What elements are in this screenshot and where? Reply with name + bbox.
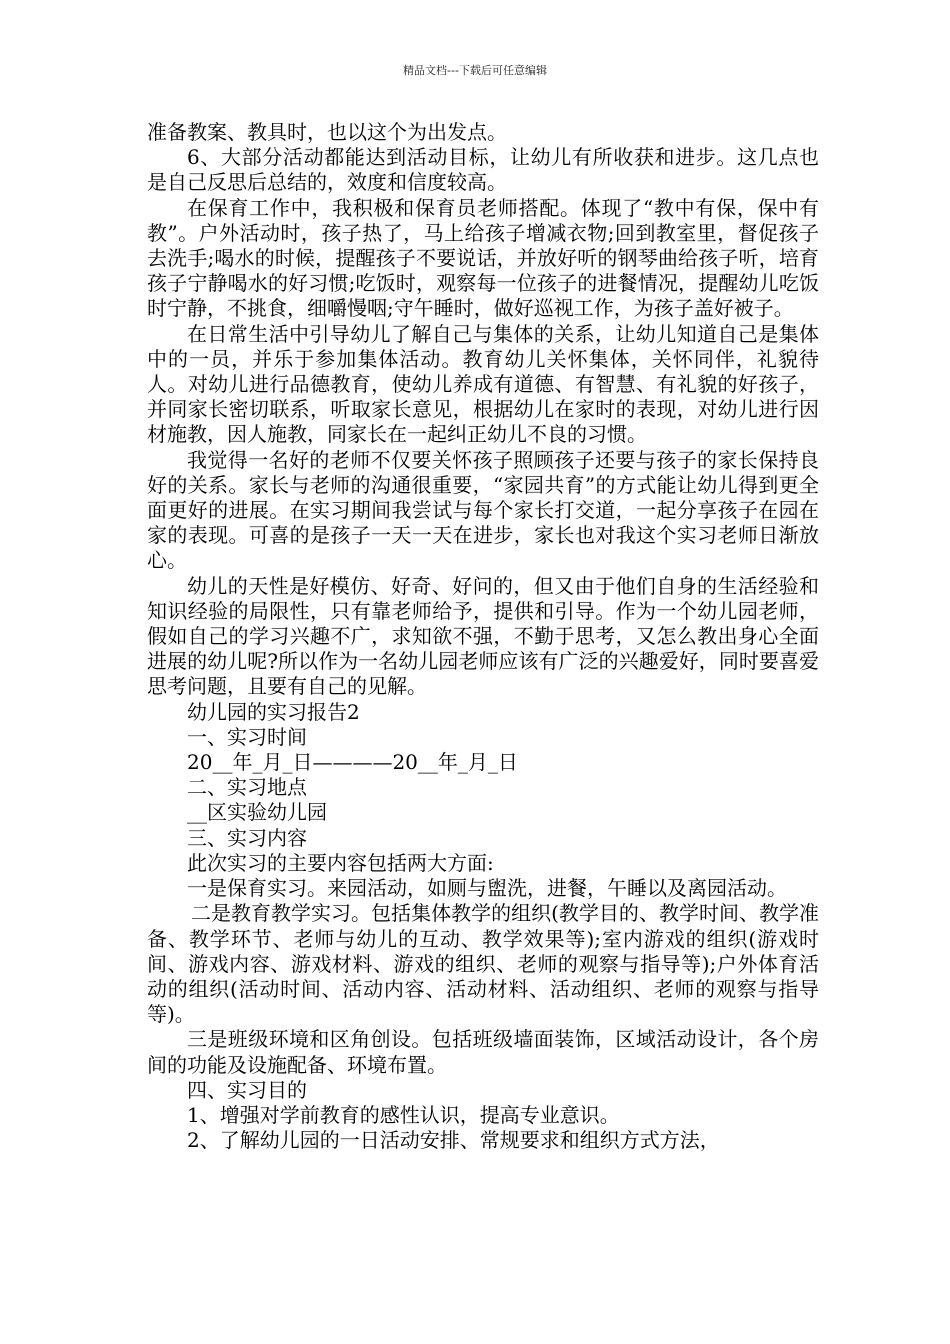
section-heading-content: 三、实习内容 [187, 825, 307, 850]
paragraph-care-work: 在保育工作中，我积极和保育员老师搭配。体现了“教中有保，保中有教”。户外活动时，孩子热了，马上给孩子增减衣物;回到教室里，督促孩子去洗手;喝水的时候，提醒孩子不要说话，并放好听的钢琴曲给孩子听，培育孩子宁静喝水的好习惯;吃饭时，观察每一位孩子的进餐情况，提醒幼儿吃饭时宁静，不挑食，细嚼慢咽;守午睡时，做好巡视工作，为孩子盖好被子。 [147, 195, 819, 321]
section-heading-time: 一、实习时间 [187, 724, 307, 749]
paragraph-child-nature: 幼儿的天性是好模仿、好奇、好问的，但又由于他们自身的生活经验和知识经验的局限性，只有靠老师给予，提供和引导。作为一个幼儿园老师，假如自己的学习兴趣不广，求知欲不强，不勤于思考，又怎么教出身心全面进展的幼儿呢?所以作为一名幼儿园老师应该有广泛的兴趣爱好，同时要喜爱思考问题，且要有自己的见解。 [147, 573, 819, 699]
paragraph-good-teacher: 我觉得一名好的老师不仅要关怀孩子照顾孩子还要与孩子的家长保持良好的关系。家长与老师的沟通很重要，“家园共育”的方式能让幼儿得到更全面更好的进展。在实习期间我尝试与每个家长打交道，一起分享孩子在园在家的表现。可喜的是孩子一天一天在进步，家长也对我这个实习老师日渐放心。 [147, 447, 819, 573]
content-intro: 此次实习的主要内容包括两大方面: [187, 850, 494, 875]
paragraph-daily-life: 在日常生活中引导幼儿了解自己与集体的关系，让幼儿知道自己是集体中的一员，并乐于参加集体活动。教育幼儿关怀集体，关怀同伴，礼貌待人。对幼儿进行品德教育，使幼儿养成有道德、有智慧、有礼貌的好孩子，并同家长密切联系，听取家长意见，根据幼儿在家时的表现，对幼儿进行因材施教，因人施教，同家长在一起纠正幼儿不良的习惯。 [147, 321, 819, 447]
section-heading-purpose: 四、实习目的 [187, 1077, 307, 1102]
section-heading-place: 二、实习地点 [187, 775, 307, 800]
report-title: 幼儿园的实习报告2 [187, 699, 360, 724]
purpose-item-1: 1、增强对学前教育的感性认识，提高专业意识。 [187, 1102, 620, 1127]
content-item-1: 一是保育实习。来园活动，如厕与盥洗，进餐，午睡以及离园活动。 [187, 876, 787, 901]
purpose-item-2: 2、了解幼儿园的一日活动安排、常规要求和组织方式方法， [187, 1128, 720, 1153]
internship-location: __区实验幼儿园 [187, 800, 327, 825]
content-item-2: 二是教育教学实习。包括集体教学的组织(教学目的、教学时间、教学准备、教学环节、老师与幼儿的互动、教学效果等);室内游戏的组织(游戏时间、游戏内容、游戏材料、游戏的组织、老师的观察与指导等);户外体育活动的组织(活动时间、活动内容、活动材料、活动组织、老师的观察与指导等)。 [147, 901, 819, 1027]
paragraph-continued: 准备教案、教具时，也以这个为出发点。 [147, 120, 507, 144]
page-header: 精品文档---下载后可任意编辑 [403, 64, 547, 77]
document-body [147, 120, 819, 1153]
content-item-3: 三是班级环境和区角创设。包括班级墙面装饰，区域活动设计，各个房间的功能及设施配备、环境布置。 [147, 1027, 819, 1077]
internship-period: 20__年_月_日————20__年_月_日 [187, 750, 518, 775]
paragraph-item-6: 6、大部分活动都能达到活动目标，让幼儿有所收获和进步。这几点也是自己反思后总结的，效度和信度较高。 [147, 145, 819, 195]
